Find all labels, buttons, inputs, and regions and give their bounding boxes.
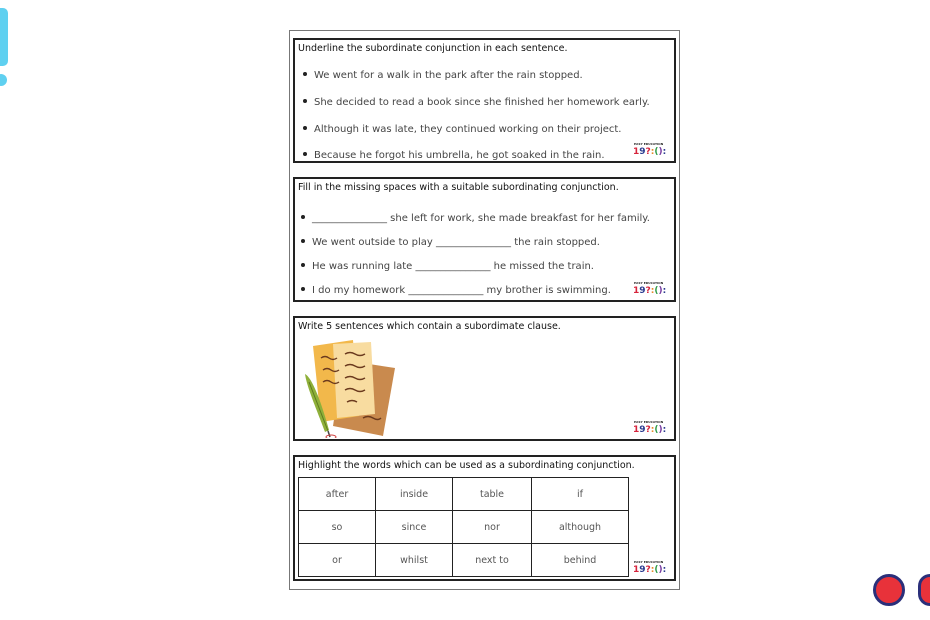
word-cell: behind xyxy=(532,544,629,577)
word-cell: inside xyxy=(376,478,453,511)
instruction-3: Write 5 sentences which contain a subordimate clause. xyxy=(298,321,561,332)
sentence-item: _______________ she left for work, she made breakfast for her family. xyxy=(301,213,650,224)
sentence-item: We went outside to play _______________ the rain stopped. xyxy=(301,237,600,248)
panel-fill-in-blanks xyxy=(293,177,676,302)
word-cell: nor xyxy=(453,511,532,544)
sentence-item: He was running late _______________ he missed the train. xyxy=(301,261,594,272)
exclamation-decoration-icon xyxy=(0,8,8,86)
easy-education-logo: EASY EDUCATION 19?:(): xyxy=(633,281,667,296)
word-table xyxy=(298,477,629,577)
word-cell: so xyxy=(299,511,376,544)
word-cell: whilst xyxy=(376,544,453,577)
easy-education-logo: EASY EDUCATION 19?:(): xyxy=(633,560,667,575)
panel-underline-conjunction xyxy=(293,38,676,163)
instruction-4: Highlight the words which can be used as a subordinating conjunction. xyxy=(298,460,635,471)
word-cell: since xyxy=(376,511,453,544)
easy-education-logo: EASY EDUCATION 19?:(): xyxy=(633,142,667,157)
table-row xyxy=(299,544,629,577)
sentence-item: We went for a walk in the park after the rain stopped. xyxy=(303,70,583,81)
sentence-item: Because he forgot his umbrella, he got soaked in the rain. xyxy=(303,150,605,161)
word-cell: table xyxy=(453,478,532,511)
record-button-icon[interactable] xyxy=(918,574,930,606)
panel-highlight-words xyxy=(293,455,676,581)
instruction-1: Underline the subordinate conjunction in each sentence. xyxy=(298,43,568,54)
worksheet-page xyxy=(289,30,680,590)
table-row xyxy=(299,478,629,511)
easy-education-logo: EASY EDUCATION 19?:(): xyxy=(633,420,667,435)
quill-paper-illustration xyxy=(303,338,403,438)
panel-write-sentences xyxy=(293,316,676,441)
sentence-item: Although it was late, they continued working on their project. xyxy=(303,124,621,135)
instruction-2: Fill in the missing spaces with a suitable subordinating conjunction. xyxy=(298,182,619,193)
word-cell: next to xyxy=(453,544,532,577)
table-row xyxy=(299,511,629,544)
word-cell: or xyxy=(299,544,376,577)
record-button-icon[interactable] xyxy=(873,574,905,606)
sentence-item: I do my homework _______________ my brother is swimming. xyxy=(301,285,611,296)
word-cell: although xyxy=(532,511,629,544)
word-cell: after xyxy=(299,478,376,511)
sentence-item: She decided to read a book since she finished her homework early. xyxy=(303,97,650,108)
word-cell: if xyxy=(532,478,629,511)
